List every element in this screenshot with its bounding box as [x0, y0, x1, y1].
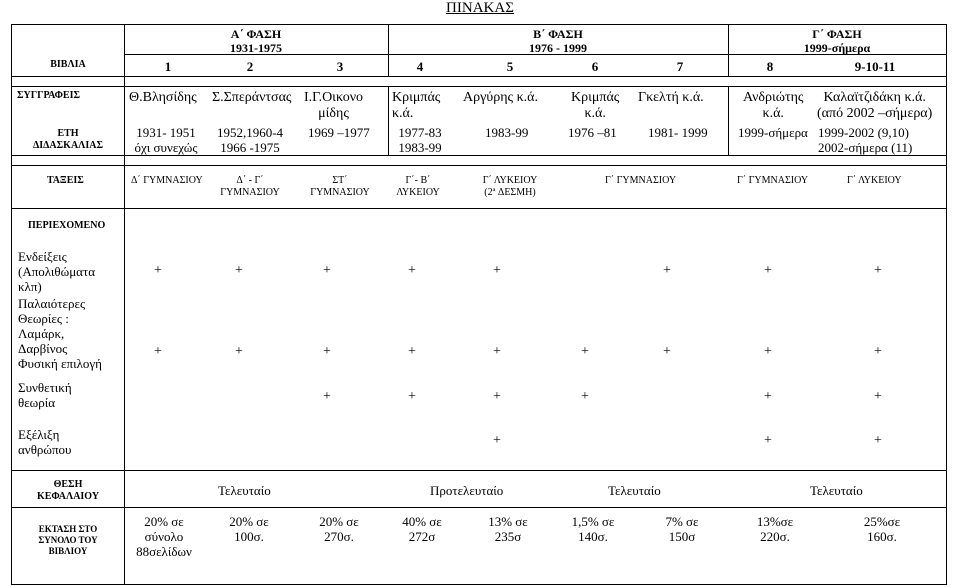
class-cell: Γ΄ ΛΥΚΕΙΟΥ (2ª ΔΕΣΜΗ): [482, 175, 538, 198]
author-cell: Γκελτή κ.ά.: [638, 90, 704, 105]
years-label: ΕΤΗ ΔΙΔΑΣΚΑΛΙΑΣ: [32, 128, 103, 151]
book-number: 3: [336, 58, 344, 74]
extent-cell: 7% σε 150σ: [665, 514, 699, 544]
plus-mark: +: [874, 263, 882, 278]
plus-mark: +: [581, 344, 589, 359]
author-cell: Κριμπάς κ.ά.: [392, 90, 441, 121]
extent-cell: 20% σε σύνολο 88σελίδων: [136, 514, 192, 559]
books-label: ΒΙΒΛΙΑ: [50, 59, 86, 70]
plus-mark: +: [408, 389, 416, 404]
extent-cell: 25%σε 160σ.: [863, 514, 901, 544]
author-cell: Καλαϊτζιδάκη κ.ά. (από 2002 –σήμερα): [817, 90, 933, 121]
content-label: ΠΕΡΙΕΧΟΜΕΝΟ: [28, 220, 106, 231]
class-cell: ΣΤ΄ ΓΥΜΝΑΣΙΟΥ: [310, 175, 370, 198]
topic-label: Ενδείξεις (Απολιθώματα κλπ): [18, 249, 96, 294]
years-cell: 1999-2002 (9,10) 2002-σήμερα (11): [818, 125, 913, 155]
plus-mark: +: [493, 344, 501, 359]
author-cell: Θ.Βλησίδης: [129, 90, 197, 105]
plus-mark: +: [408, 263, 416, 278]
plus-mark: +: [323, 263, 331, 278]
class-cell: Γ΄ ΓΥΜΝΑΣΙΟΥ: [605, 175, 677, 186]
class-cell: Γ΄- Β΄ ΛΥΚΕΙΟΥ: [396, 175, 440, 198]
years-cell: 1999-σήμερα: [738, 125, 808, 140]
plus-mark: +: [493, 263, 501, 278]
author-cell: Ι.Γ.Οικονο μίδης: [304, 90, 364, 121]
plus-mark: +: [323, 389, 331, 404]
book-number: 4: [416, 58, 424, 74]
position-cell: Τελευταίο: [218, 483, 271, 498]
position-cell: Τελευταίο: [810, 483, 863, 498]
years-cell: 1976 –81: [568, 125, 617, 140]
plus-mark: +: [235, 263, 243, 278]
plus-mark: +: [874, 389, 882, 404]
plus-mark: +: [764, 263, 772, 278]
class-cell: Δ΄ - Γ΄ ΓΥΜΝΑΣΙΟΥ: [220, 175, 280, 198]
book-number: 9-10-11: [854, 58, 896, 74]
book-number: 1: [164, 58, 172, 74]
extent-label: ΕΚΤΑΣΗ ΣΤΟ ΣΥΝΟΛΟ ΤΟΥ ΒΙΒΛΙΟΥ: [38, 523, 98, 556]
plus-mark: +: [764, 344, 772, 359]
authors-label: ΣΥΓΓΡΑΦΕΙΣ: [17, 90, 81, 101]
extent-cell: 1,5% σε 140σ.: [571, 514, 615, 544]
classes-label: ΤΑΞΕΙΣ: [47, 175, 84, 186]
plus-mark: +: [154, 344, 162, 359]
class-cell: Γ΄ ΓΥΜΝΑΣΙΟΥ: [737, 175, 809, 186]
plus-mark: +: [663, 344, 671, 359]
plus-mark: +: [235, 344, 243, 359]
topic-label: Εξέλιξη ανθρώπου: [18, 427, 72, 457]
extent-cell: 13% σε 235σ: [488, 514, 528, 544]
class-cell: Δ΄ ΓΥΜΝΑΣΙΟΥ: [131, 175, 203, 186]
author-cell: Κριμπάς κ.ά.: [571, 90, 620, 121]
plus-mark: +: [154, 263, 162, 278]
plus-mark: +: [493, 433, 501, 448]
years-cell: 1952,1960-4 1966 -1975: [216, 125, 284, 155]
plus-mark: +: [408, 344, 416, 359]
extent-cell: 20% σε 270σ.: [319, 514, 359, 544]
book-number: 5: [506, 58, 514, 74]
position-label: ΘΕΣΗ ΚΕΦΑΛΑΙΟΥ: [36, 479, 100, 502]
book-number: 2: [246, 58, 254, 74]
plus-mark: +: [874, 344, 882, 359]
extent-cell: 40% σε 272σ: [402, 514, 442, 544]
author-cell: Αργύρης κ.ά.: [463, 90, 538, 105]
extent-cell: 20% σε 100σ.: [229, 514, 269, 544]
extent-cell: 13%σε 220σ.: [756, 514, 794, 544]
phase-b-header: Β΄ ΦΑΣΗ 1976 - 1999: [529, 27, 587, 55]
book-number: 6: [591, 58, 599, 74]
plus-mark: +: [663, 263, 671, 278]
plus-mark: +: [581, 389, 589, 404]
plus-mark: +: [493, 389, 501, 404]
plus-mark: +: [874, 433, 882, 448]
author-cell: Ανδριώτης κ.ά.: [743, 90, 804, 121]
phase-c-header: Γ΄ ΦΑΣΗ 1999-σήμερα: [803, 27, 871, 55]
years-cell: 1969 –1977: [308, 125, 370, 140]
book-number: 7: [676, 58, 684, 74]
years-cell: 1981- 1999: [648, 125, 708, 140]
years-cell: 1983-99: [485, 125, 529, 140]
plus-mark: +: [764, 433, 772, 448]
years-cell: 1977-83 1983-99: [398, 125, 442, 155]
phase-a-header: Α΄ ΦΑΣΗ 1931-1975: [230, 27, 282, 55]
page-title: ΠΙΝΑΚΑΣ: [446, 0, 514, 16]
position-cell: Τελευταίο: [608, 483, 661, 498]
class-cell: Γ΄ ΛΥΚΕΙΟΥ: [847, 175, 902, 186]
topic-label: Συνθετική θεωρία: [18, 380, 72, 410]
topic-label: Παλαιότερες Θεωρίες : Λαμάρκ, Δαρβίνος Φυσική επιλογή: [18, 296, 102, 371]
plus-mark: +: [764, 389, 772, 404]
plus-mark: +: [323, 344, 331, 359]
position-cell: Προτελευταίο: [430, 483, 504, 498]
years-cell: 1931- 1951 όχι συνεχώς: [134, 125, 198, 155]
book-number: 8: [766, 58, 774, 74]
author-cell: Σ.Σπεράντσας: [212, 90, 292, 105]
